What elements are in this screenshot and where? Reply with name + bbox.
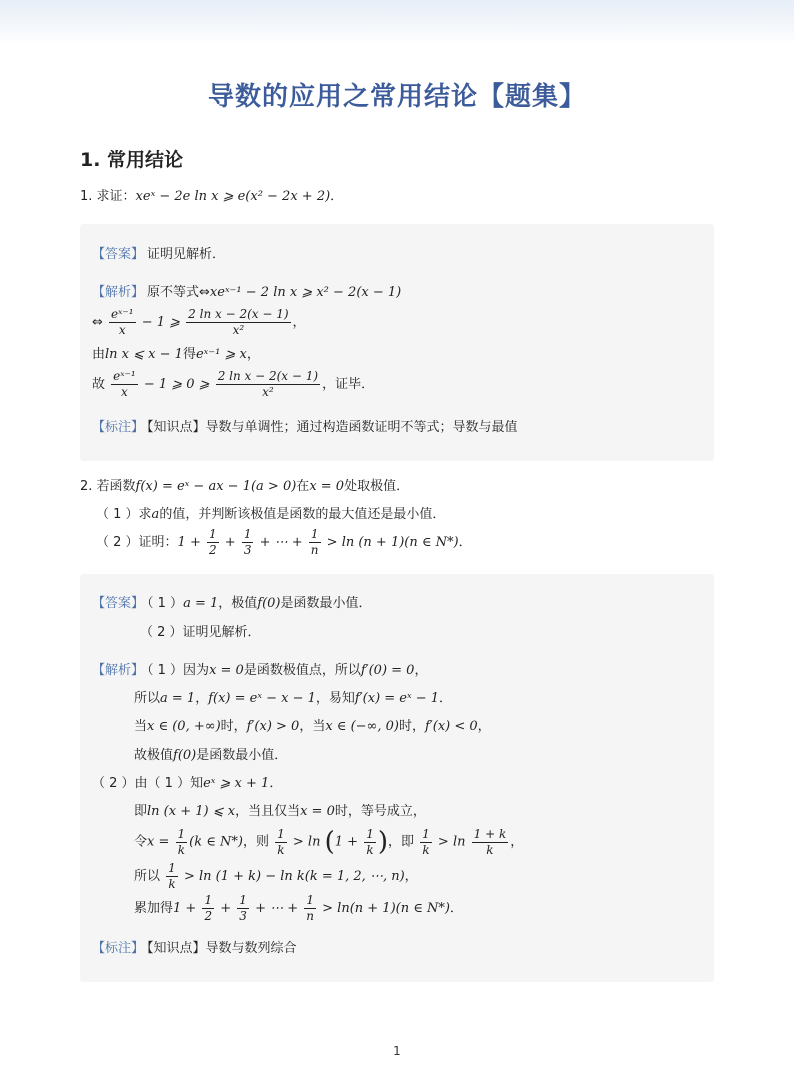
text: 累加得 <box>134 901 174 916</box>
fraction <box>242 527 254 558</box>
text: （ 2 ）由（ 1 ）知 <box>92 776 204 791</box>
text: ，极值 <box>218 596 258 611</box>
math: f(x) = eˣ − ax − 1(a > 0) <box>135 479 297 494</box>
text: ． <box>449 901 463 916</box>
text: （ 2 ）证明： <box>96 535 178 550</box>
text: ， <box>292 315 306 330</box>
fraction <box>304 893 316 924</box>
math: > ln <box>437 834 466 850</box>
q2-solution-line-4 <box>134 747 287 765</box>
text: ，证毕． <box>322 377 375 392</box>
fraction <box>472 827 509 858</box>
text: 是函数最小值． <box>280 596 372 611</box>
math: x = <box>147 834 170 850</box>
text: ，当且仅当 <box>235 804 301 819</box>
numerator: 2 ln x − 2(x − 1) <box>188 307 289 321</box>
q1-stem-prefix: 1. 求证： <box>80 189 136 204</box>
text: 是函数极值点，所以 <box>243 663 361 678</box>
math: 1 + <box>177 535 201 550</box>
math: 1 + <box>334 834 359 850</box>
fraction <box>237 893 249 924</box>
denominator: x <box>121 385 128 399</box>
numerator: 1 <box>277 826 285 841</box>
answer-label: 【答案】 <box>92 247 145 262</box>
paren: ) <box>377 827 388 857</box>
denominator: 2 <box>208 543 217 557</box>
math: f(0) <box>257 596 281 611</box>
text: （ 1 ） <box>147 596 184 611</box>
q2-note <box>92 940 297 958</box>
q2-solution-line-7 <box>134 824 523 861</box>
math: + <box>220 901 232 916</box>
numerator: 1 <box>239 893 247 907</box>
text: 2. 若函数 <box>80 479 136 494</box>
text: 的值，并判断该极值是函数的最大值还是最小值． <box>159 507 446 522</box>
text: 处取极值． <box>344 479 410 494</box>
q1-stem-math: xeˣ − 2e ln x ⩾ e(x² − 2x + 2) <box>135 189 331 204</box>
math: a <box>151 507 160 522</box>
q2-part-2 <box>96 526 472 560</box>
math: x = 0 <box>209 663 244 678</box>
math: f′(x) = eˣ − 1 <box>354 691 440 706</box>
q2-solution-line-6 <box>134 803 426 821</box>
text: 故极值 <box>134 748 174 763</box>
fraction <box>420 827 432 858</box>
text: ， <box>477 719 491 734</box>
fraction <box>202 893 214 924</box>
note-label: 【标注】 <box>92 941 145 956</box>
text: 令 <box>134 834 148 850</box>
math: 1 + <box>173 901 197 916</box>
denominator: k <box>486 842 494 857</box>
q2-solution-line-3 <box>134 718 491 736</box>
text: 当 <box>134 719 148 734</box>
text: 原不等式⇔ <box>147 285 210 300</box>
math: + ⋯ + <box>259 535 303 550</box>
numerator: eˣ⁻¹ <box>111 307 134 321</box>
math: f′(x) > 0 <box>246 719 300 734</box>
denominator: n <box>310 543 319 557</box>
math: a = 1 <box>183 596 219 611</box>
numerator: 1 + k <box>473 826 507 841</box>
denominator: n <box>306 909 314 923</box>
fraction <box>166 861 178 892</box>
denominator: x² <box>262 385 274 399</box>
text: ，当 <box>299 719 326 734</box>
q2-stem <box>80 478 409 496</box>
math: − 1 ⩾ <box>141 315 181 330</box>
denominator: k <box>168 877 176 891</box>
numerator: 1 <box>243 527 252 541</box>
text: （ 1 ）因为 <box>147 663 210 678</box>
fraction <box>111 369 138 400</box>
q1-note-text: 【知识点】导数与单调性；通过构造函数证明不等式；导数与最值 <box>147 420 518 435</box>
math: − 1 ⩾ 0 ⩾ <box>143 377 210 392</box>
math: x = 0 <box>309 479 345 494</box>
q1-answer <box>92 246 225 264</box>
fraction <box>275 827 287 858</box>
text: 故 <box>92 377 106 392</box>
math: + ⋯ + <box>255 901 299 916</box>
math: f(x) = eˣ − x − 1 <box>208 691 316 706</box>
q1-answer-text: 证明见解析． <box>147 247 226 262</box>
text: ，即 <box>387 834 414 850</box>
denominator: k <box>366 842 374 857</box>
text: 是函数最小值． <box>196 748 288 763</box>
text: 所以 <box>134 869 161 884</box>
q2-solution-line-1 <box>92 662 427 680</box>
denominator: k <box>277 842 285 857</box>
text: 得 <box>182 347 196 362</box>
math: ln x ⩽ x − 1 <box>105 347 183 362</box>
math: eˣ⁻¹ ⩾ x <box>195 347 247 362</box>
numerator: eˣ⁻¹ <box>113 369 136 383</box>
q2-solution-line-2 <box>134 690 452 708</box>
math: + <box>224 535 236 550</box>
math: f(0) <box>173 748 197 763</box>
text: ． <box>458 535 472 550</box>
math: xeˣ⁻¹ − 2 ln x ⩾ x² − 2(x − 1) <box>209 285 402 300</box>
denominator: k <box>177 842 185 857</box>
numerator: 1 <box>309 527 321 543</box>
text: ，则 <box>242 834 269 850</box>
numerator: 1 <box>204 893 213 907</box>
fraction <box>207 527 219 558</box>
denominator: 3 <box>239 909 247 923</box>
math: f′(x) < 0 <box>424 719 478 734</box>
document-title: 导数的应用之常用结论【题集】 <box>207 82 586 112</box>
analysis-label: 【解析】 <box>92 285 145 300</box>
denominator: 3 <box>243 543 252 557</box>
fraction <box>186 307 290 338</box>
text: ， <box>414 663 428 678</box>
q2-solution-line-9 <box>134 892 463 926</box>
q1-note <box>92 419 518 437</box>
text: ， <box>195 691 209 706</box>
math: a = 1 <box>160 691 196 706</box>
denominator: 2 <box>204 909 213 923</box>
q2-solution-line-8 <box>134 860 418 894</box>
header-band <box>0 0 794 44</box>
math: > ln (1 + k) − ln k(k = 1, 2, ⋯, n) <box>183 869 405 884</box>
q1-analysis-line-2 <box>92 306 306 340</box>
text: ⇔ <box>92 315 103 330</box>
math: > ln(n + 1)(n ∈ N*) <box>322 901 450 916</box>
denominator: x² <box>232 323 245 337</box>
math: (k ∈ N*) <box>189 834 243 850</box>
q2-solution-line-5 <box>92 775 282 793</box>
text: ， <box>510 834 524 850</box>
fraction <box>364 827 376 858</box>
text: 时， <box>220 719 247 734</box>
numerator: 1 <box>177 826 186 841</box>
fraction <box>309 527 321 558</box>
q2-answer-1 <box>92 595 372 613</box>
denominator: x <box>118 323 126 337</box>
text: ． <box>439 691 453 706</box>
numerator: 1 <box>208 527 217 541</box>
text: 时， <box>398 719 425 734</box>
math: f′(0) = 0 <box>360 663 415 678</box>
math: eˣ ⩾ x + 1 <box>203 776 270 791</box>
fraction <box>109 307 136 338</box>
q1-stem <box>80 188 343 206</box>
q1-analysis-line-1 <box>92 284 401 302</box>
math: > ln <box>292 834 321 850</box>
text: 由 <box>92 347 106 362</box>
q2-part-1 <box>96 506 445 524</box>
math: ln (x + 1) ⩽ x <box>147 804 236 819</box>
section-heading: 1. 常用结论 <box>80 149 184 171</box>
analysis-label: 【解析】 <box>92 663 145 678</box>
text: 在 <box>296 479 310 494</box>
text: ． <box>269 776 283 791</box>
paren: ( <box>324 827 335 857</box>
numerator: 1 <box>366 826 374 841</box>
text: ， <box>246 347 260 362</box>
denominator: k <box>422 842 430 857</box>
text: ， <box>404 869 418 884</box>
text: ，易知 <box>315 691 355 706</box>
q2-answer-2: （ 2 ）证明见解析． <box>140 625 261 640</box>
text: 时，等号成立， <box>334 804 426 819</box>
fraction <box>176 827 188 858</box>
math: x = 0 <box>300 804 335 819</box>
math: x ∈ (−∞, 0) <box>325 719 399 734</box>
answer-label: 【答案】 <box>92 596 145 611</box>
math: x ∈ (0, +∞) <box>147 719 221 734</box>
q1-stem-suffix: ． <box>330 189 344 204</box>
q2-note-text: 【知识点】导数与数列综合 <box>147 941 297 956</box>
numerator: 1 <box>422 826 430 841</box>
q1-analysis-line-4 <box>92 368 374 402</box>
numerator: 1 <box>168 861 176 875</box>
numerator: 2 ln x − 2(x − 1) <box>217 369 319 383</box>
q1-analysis-line-3 <box>92 346 260 364</box>
note-label: 【标注】 <box>92 420 145 435</box>
text: 即 <box>134 804 148 819</box>
page-number: 1 <box>393 1044 401 1058</box>
fraction <box>216 369 320 400</box>
text: （ 1 ）求 <box>96 507 152 522</box>
math: > ln (n + 1)(n ∈ N*) <box>326 535 459 550</box>
numerator: 1 <box>304 893 316 909</box>
text: 所以 <box>134 691 161 706</box>
